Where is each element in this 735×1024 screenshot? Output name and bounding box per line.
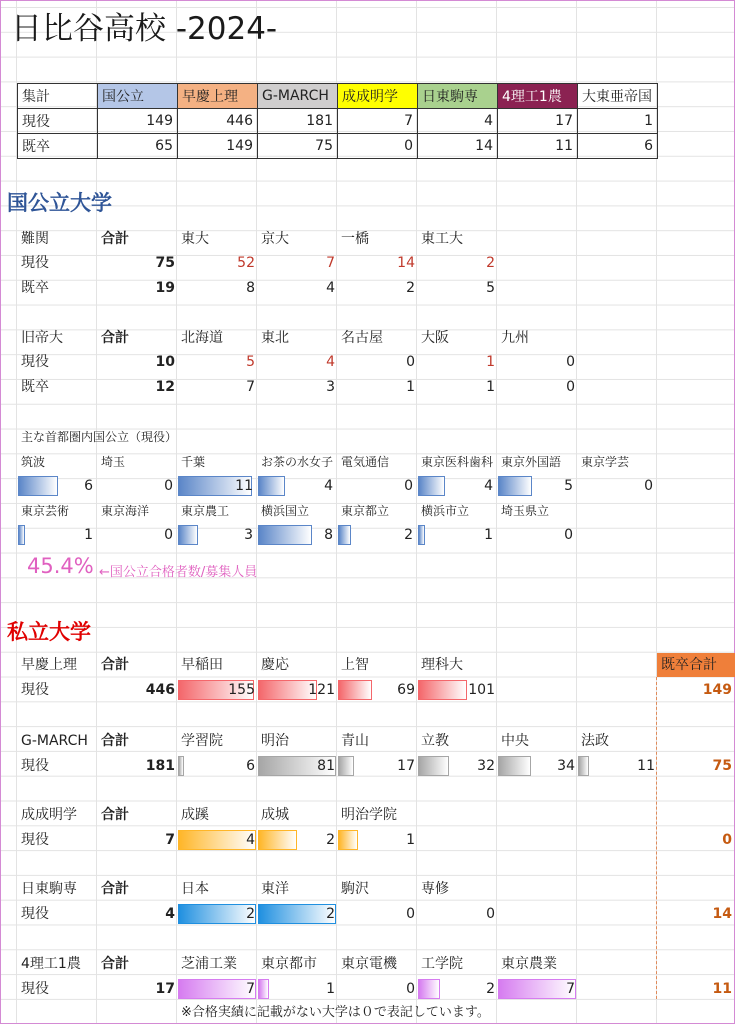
- value-cell: 0: [406, 354, 415, 370]
- uni-name: 埼玉: [101, 455, 126, 469]
- total-header: 合計: [101, 231, 129, 247]
- group-name: 日東駒専: [21, 881, 77, 897]
- value-cell: 0: [164, 527, 173, 543]
- summary-header: 集計: [18, 84, 98, 109]
- total-header: 合計: [101, 330, 129, 346]
- value-cell: 14: [397, 255, 415, 271]
- row-label: 現役: [21, 255, 49, 271]
- value-cell: 2: [246, 906, 255, 922]
- summary-cell: 446: [178, 109, 258, 134]
- summary-cell: 75: [258, 134, 338, 159]
- uni-name: 日本: [181, 881, 209, 897]
- summary-header: 早慶上理: [178, 84, 258, 109]
- row-label: 既卒: [21, 379, 49, 395]
- uni-name: 理科大: [421, 657, 463, 673]
- graduate-total-value: 14: [712, 906, 732, 922]
- total-header: 合計: [101, 881, 129, 897]
- summary-cell: 1: [578, 109, 658, 134]
- uni-name: 中央: [501, 733, 529, 749]
- value-cell: 1: [406, 379, 415, 395]
- value-cell: 1: [486, 379, 495, 395]
- uni-name: 東京芸術: [21, 504, 70, 518]
- value-cell: 1: [84, 527, 93, 543]
- total-value: 7: [165, 832, 175, 848]
- uni-name: 成蹊: [181, 807, 209, 823]
- uni-name: 早稲田: [181, 657, 223, 673]
- uni-name: 立教: [421, 733, 449, 749]
- total-header: 合計: [101, 733, 129, 749]
- uni-name: 名古屋: [341, 330, 383, 346]
- uni-name: 九州: [501, 330, 529, 346]
- uni-name: 東京医科歯科: [421, 455, 494, 469]
- uni-name: 電気通信: [341, 455, 390, 469]
- uni-name: 東洋: [261, 881, 289, 897]
- graduate-total-value: 11: [712, 981, 732, 997]
- uni-name: 埼玉県立: [501, 504, 550, 518]
- value-cell: 0: [566, 379, 575, 395]
- uni-name: 横浜市立: [421, 504, 470, 518]
- summary-cell: 7: [338, 109, 418, 134]
- value-cell: 155: [228, 682, 255, 698]
- summary-cell: 17: [498, 109, 578, 134]
- row-label: 現役: [21, 354, 49, 370]
- summary-cell: 11: [498, 134, 578, 159]
- summary-header: 成成明学: [338, 84, 418, 109]
- summary-cell: 149: [98, 109, 178, 134]
- uni-name: 東京農工: [181, 504, 230, 518]
- private-section-title: 私立大学: [7, 620, 91, 644]
- value-cell: 6: [84, 478, 93, 494]
- value-cell: 4: [326, 280, 335, 296]
- summary-cell: 4: [418, 109, 498, 134]
- uni-name: 青山: [341, 733, 369, 749]
- uni-name: 慶応: [261, 657, 289, 673]
- uni-name: 大阪: [421, 330, 449, 346]
- national-section-title: 国公立大学: [7, 191, 112, 215]
- graduate-total-header: 既卒合計: [657, 653, 735, 677]
- value-cell: 3: [244, 527, 253, 543]
- value-cell: 11: [235, 478, 253, 494]
- row-label: 現役: [18, 109, 98, 134]
- uni-name: 工学院: [421, 956, 463, 972]
- value-cell: 2: [404, 527, 413, 543]
- imperial-label: 旧帝大: [21, 330, 63, 346]
- value-cell: 1: [406, 832, 415, 848]
- value-cell: 0: [406, 981, 415, 997]
- group-name: 成成明学: [21, 807, 77, 823]
- row-label: 現役: [21, 682, 49, 698]
- value-cell: 0: [644, 478, 653, 494]
- uni-name: 一橋: [341, 231, 369, 247]
- uni-name: 学習院: [181, 733, 223, 749]
- group-name: 早慶上理: [21, 657, 77, 673]
- summary-row-current: [18, 109, 658, 134]
- value-cell: 34: [557, 758, 575, 774]
- value-cell: 5: [564, 478, 573, 494]
- uni-name: 法政: [581, 733, 609, 749]
- total-header: 合計: [101, 807, 129, 823]
- value-cell: 8: [324, 527, 333, 543]
- uni-name: 東京外国語: [501, 455, 562, 469]
- value-cell: 0: [404, 478, 413, 494]
- value-cell: 3: [326, 379, 335, 395]
- summary-header: 日東駒専: [418, 84, 498, 109]
- value-cell: 1: [326, 981, 335, 997]
- uni-name: 東京海洋: [101, 504, 150, 518]
- row-label: 現役: [21, 832, 49, 848]
- summary-cell: 14: [418, 134, 498, 159]
- row-label: 既卒: [18, 134, 98, 159]
- uni-name: 明治: [261, 733, 289, 749]
- uni-name: 京大: [261, 231, 289, 247]
- page-title: 日比谷高校 -2024-: [11, 11, 278, 47]
- value-cell: 0: [486, 906, 495, 922]
- uni-name: お茶の水女子: [261, 455, 334, 469]
- value-cell: 101: [468, 682, 495, 698]
- row-label: 既卒: [21, 280, 49, 296]
- admission-ratio: 45.4%: [27, 554, 94, 578]
- value-cell: 7: [326, 255, 335, 271]
- summary-header: G-MARCH: [258, 84, 338, 109]
- value-cell: 2: [326, 832, 335, 848]
- total-value: 446: [145, 682, 175, 698]
- value-cell: 0: [566, 354, 575, 370]
- uni-name: 横浜国立: [261, 504, 310, 518]
- value-cell: 32: [477, 758, 495, 774]
- value-cell: 0: [564, 527, 573, 543]
- summary-cell: 149: [178, 134, 258, 159]
- total-value: 75: [155, 255, 175, 271]
- value-cell: 5: [486, 280, 495, 296]
- uni-name: 東京農業: [501, 956, 557, 972]
- value-cell: 4: [326, 354, 335, 370]
- uni-name: 東京都市: [261, 956, 317, 972]
- total-value: 17: [155, 981, 175, 997]
- value-cell: 121: [308, 682, 335, 698]
- value-cell: 4: [246, 832, 255, 848]
- uni-name: 東北: [261, 330, 289, 346]
- group-name: G-MARCH: [21, 733, 88, 749]
- uni-name: 明治学院: [341, 807, 397, 823]
- total-header: 合計: [101, 657, 129, 673]
- uni-name: 東大: [181, 231, 209, 247]
- summary-cell: 0: [338, 134, 418, 159]
- summary-cell: 65: [98, 134, 178, 159]
- value-cell: 5: [246, 354, 255, 370]
- value-cell: 7: [566, 981, 575, 997]
- uni-name: 専修: [421, 881, 449, 897]
- value-cell: 6: [246, 758, 255, 774]
- graduate-total-value: 149: [702, 682, 732, 698]
- summary-header: 大東亜帝国: [578, 84, 658, 109]
- summary-header: 4理工1農: [498, 84, 578, 109]
- value-cell: 0: [406, 906, 415, 922]
- value-cell: 52: [237, 255, 255, 271]
- uni-name: 千葉: [181, 455, 206, 469]
- uni-name: 東京都立: [341, 504, 390, 518]
- row-label: 現役: [21, 906, 49, 922]
- total-value: 12: [155, 379, 175, 395]
- difficult-label: 難関: [21, 231, 49, 247]
- summary-cell: 6: [578, 134, 658, 159]
- value-cell: 4: [324, 478, 333, 494]
- total-value: 4: [165, 906, 175, 922]
- uni-name: 芝浦工業: [181, 956, 237, 972]
- summary-header-row: [18, 84, 658, 109]
- value-cell: 2: [406, 280, 415, 296]
- value-cell: 8: [246, 280, 255, 296]
- total-value: 10: [155, 354, 175, 370]
- uni-name: 東工大: [421, 231, 463, 247]
- summary-row-graduate: [18, 134, 658, 159]
- total-value: 19: [155, 280, 175, 296]
- summary-table: [17, 83, 658, 159]
- summary-cell: 181: [258, 109, 338, 134]
- uni-name: 東京電機: [341, 956, 397, 972]
- graduate-total-value: 75: [712, 758, 732, 774]
- value-cell: 81: [317, 758, 335, 774]
- footnote: ※合格実績に記載がない大学は０で表記しています。: [181, 1005, 490, 1020]
- value-cell: 2: [326, 906, 335, 922]
- value-cell: 1: [486, 354, 495, 370]
- value-cell: 2: [486, 255, 495, 271]
- total-header: 合計: [101, 956, 129, 972]
- uni-name: 上智: [341, 657, 369, 673]
- value-cell: 17: [397, 758, 415, 774]
- value-cell: 2: [486, 981, 495, 997]
- graduate-total-value: 0: [722, 832, 732, 848]
- row-label: 現役: [21, 758, 49, 774]
- summary-header: 国公立: [98, 84, 178, 109]
- total-value: 181: [145, 758, 175, 774]
- uni-name: 成城: [261, 807, 289, 823]
- value-cell: 69: [397, 682, 415, 698]
- value-cell: 0: [164, 478, 173, 494]
- uni-name: 筑波: [21, 455, 46, 469]
- uni-name: 北海道: [181, 330, 223, 346]
- value-cell: 4: [484, 478, 493, 494]
- uni-name: 東京学芸: [581, 455, 630, 469]
- value-cell: 7: [246, 379, 255, 395]
- metro-caption: 主な首都圏内国公立（現役）: [21, 430, 178, 444]
- row-label: 現役: [21, 981, 49, 997]
- value-cell: 1: [484, 527, 493, 543]
- uni-name: 駒沢: [341, 881, 369, 897]
- group-name: 4理工1農: [21, 956, 81, 972]
- admission-ratio-note: ←国公立合格者数/募集人員: [99, 565, 258, 580]
- value-cell: 7: [246, 981, 255, 997]
- value-cell: 11: [637, 758, 655, 774]
